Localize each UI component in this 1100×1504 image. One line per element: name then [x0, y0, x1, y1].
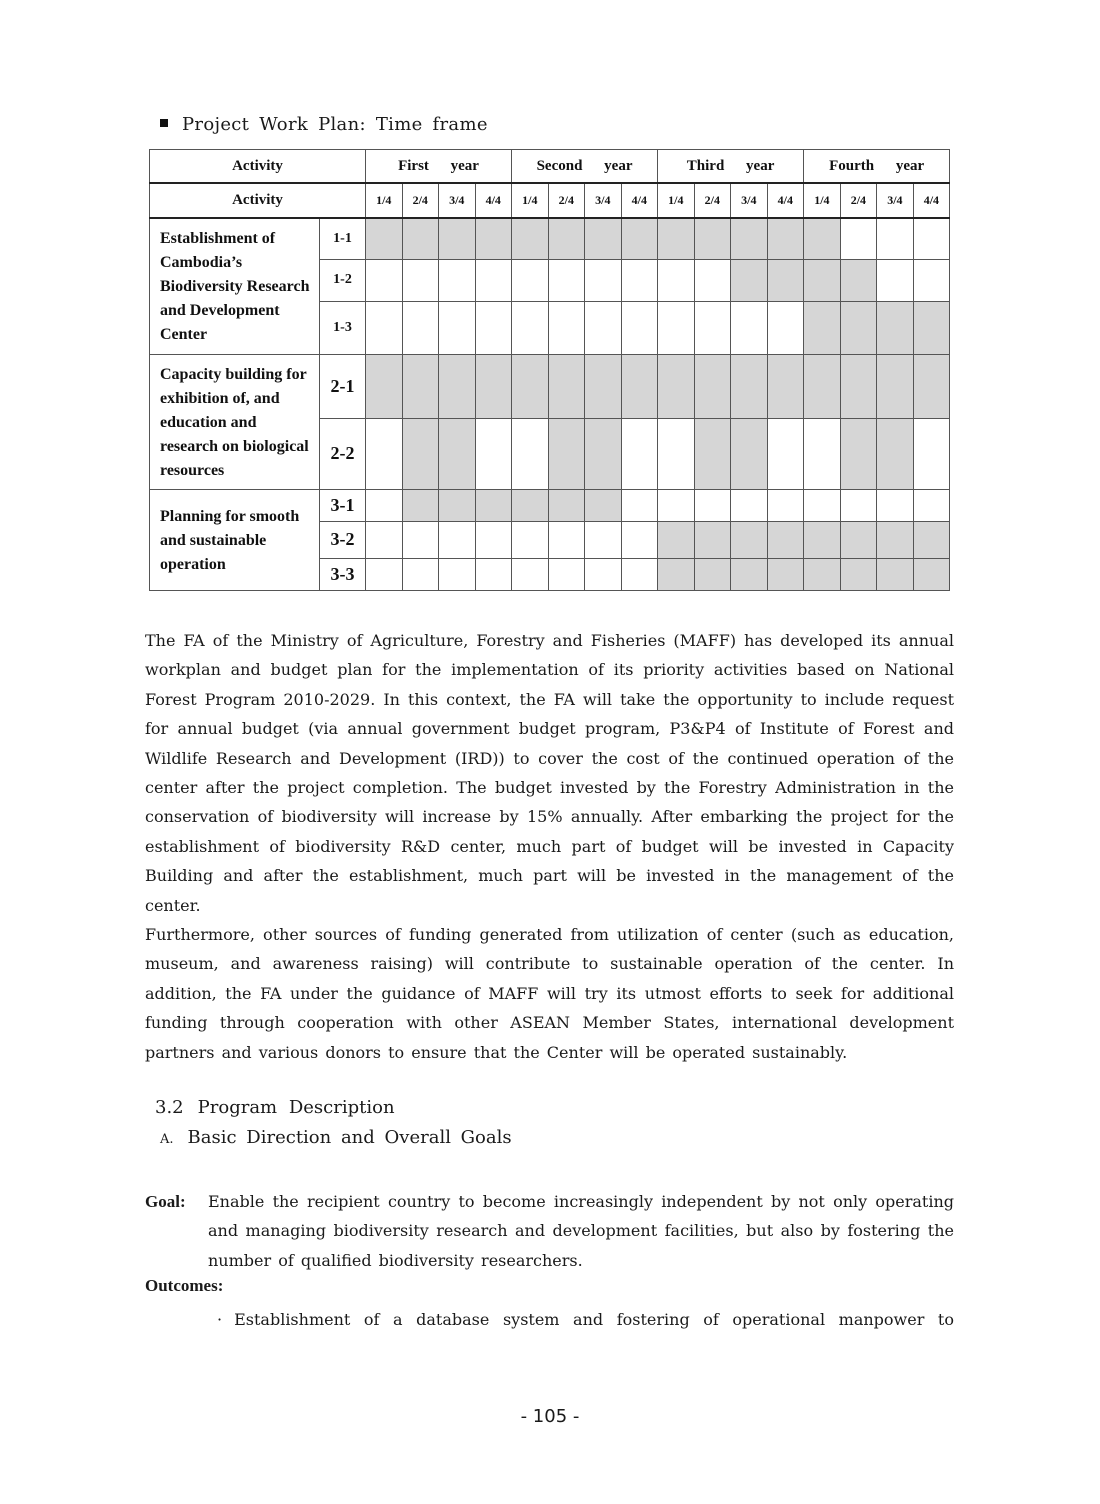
- schedule-cell-active: [840, 558, 877, 590]
- schedule-cell: [402, 558, 439, 590]
- program-title: Program Description: [197, 1097, 395, 1118]
- page-number: - 105 -: [520, 1406, 580, 1427]
- subsection-title: Basic Direction and Overall Goals: [187, 1127, 512, 1148]
- goal-text: Enable the recipient country to become increasingly independent by not only operating and managing biodiversity research and development facilities, but also by fostering the number of qualified biodiversity researchers.: [208, 1192, 954, 1270]
- schedule-cell-active: [512, 354, 549, 418]
- schedule-cell-active: [913, 354, 950, 418]
- schedule-cell: [621, 259, 658, 301]
- header-quarter: 2/4: [548, 183, 585, 218]
- schedule-cell: [840, 489, 877, 521]
- schedule-cell-active: [877, 521, 914, 558]
- schedule-cell-active: [913, 521, 950, 558]
- header-quarter: 4/4: [767, 183, 804, 218]
- header-quarter: 1/4: [658, 183, 695, 218]
- schedule-cell-active: [585, 489, 622, 521]
- schedule-cell-active: [767, 558, 804, 590]
- schedule-cell-active: [585, 354, 622, 418]
- schedule-cell: [512, 558, 549, 590]
- schedule-cell-active: [658, 558, 695, 590]
- body-text: [145, 626, 954, 1067]
- schedule-cell-active: [475, 489, 512, 521]
- schedule-cell: [585, 558, 622, 590]
- schedule-cell: [475, 418, 512, 489]
- schedule-cell-active: [402, 218, 439, 259]
- header-year: Third year: [658, 150, 804, 184]
- program-number: 3.2: [155, 1097, 184, 1118]
- middle-dot-bullet: ·: [217, 1310, 223, 1329]
- schedule-cell: [402, 521, 439, 558]
- header-quarter: 2/4: [694, 183, 731, 218]
- schedule-cell: [366, 259, 403, 301]
- schedule-cell-active: [439, 354, 476, 418]
- table-row: [150, 489, 950, 521]
- outcome-item: [217, 1305, 954, 1334]
- schedule-cell: [402, 259, 439, 301]
- schedule-cell: [585, 521, 622, 558]
- schedule-cell: [913, 418, 950, 489]
- schedule-cell: [913, 259, 950, 301]
- schedule-cell-active: [877, 558, 914, 590]
- schedule-cell: [366, 418, 403, 489]
- schedule-cell: [694, 489, 731, 521]
- activity-group-name: Capacity building for exhibition of, and education and research on biological resources: [150, 354, 320, 489]
- schedule-cell-active: [731, 259, 768, 301]
- schedule-cell: [767, 418, 804, 489]
- schedule-cell: [512, 418, 549, 489]
- schedule-cell: [475, 301, 512, 354]
- activity-code: 1-1: [320, 218, 366, 259]
- schedule-cell-active: [585, 218, 622, 259]
- header-row-years: [150, 150, 950, 184]
- schedule-cell-active: [767, 521, 804, 558]
- schedule-cell: [658, 301, 695, 354]
- schedule-cell-active: [439, 218, 476, 259]
- paragraph: Furthermore, other sources of funding generated from utilization of center (such as education, museum, and awareness raising) will contribute to sustainable operation of the center. In addition, the FA under the guidance of MAFF will try its utmost efforts to seek for additional funding through cooperation with other ASEAN Member States, international development partners and various donors to ensure that the Center will be operated sustainably.: [145, 925, 954, 1062]
- schedule-cell: [475, 521, 512, 558]
- section-title: Project Work Plan: Time frame: [182, 114, 488, 135]
- schedule-cell-active: [402, 489, 439, 521]
- schedule-cell: [548, 259, 585, 301]
- schedule-cell-active: [366, 354, 403, 418]
- header-row-quarters: [150, 183, 950, 218]
- schedule-cell: [621, 418, 658, 489]
- header-quarter: 3/4: [585, 183, 622, 218]
- schedule-cell: [804, 418, 841, 489]
- header-quarter: 3/4: [877, 183, 914, 218]
- schedule-cell: [658, 489, 695, 521]
- schedule-cell: [548, 301, 585, 354]
- schedule-cell-active: [621, 354, 658, 418]
- goal-label: Goal:: [145, 1192, 186, 1211]
- schedule-cell-active: [804, 218, 841, 259]
- schedule-cell-active: [548, 218, 585, 259]
- header-year: Second year: [512, 150, 658, 184]
- schedule-cell: [402, 301, 439, 354]
- activity-code: 2-1: [320, 354, 366, 418]
- schedule-cell-active: [913, 558, 950, 590]
- schedule-cell: [731, 489, 768, 521]
- schedule-cell: [804, 489, 841, 521]
- schedule-cell-active: [548, 489, 585, 521]
- activity-code: 1-2: [320, 259, 366, 301]
- table-row: [150, 354, 950, 418]
- schedule-cell: [585, 259, 622, 301]
- schedule-cell-active: [694, 521, 731, 558]
- schedule-cell: [512, 521, 549, 558]
- schedule-cell-active: [767, 218, 804, 259]
- schedule-cell-active: [877, 301, 914, 354]
- schedule-cell: [694, 259, 731, 301]
- schedule-cell: [621, 301, 658, 354]
- schedule-cell-active: [694, 218, 731, 259]
- header-quarter: 4/4: [475, 183, 512, 218]
- schedule-cell-active: [475, 218, 512, 259]
- schedule-cell: [913, 218, 950, 259]
- schedule-cell-active: [840, 354, 877, 418]
- header-quarter: 1/4: [804, 183, 841, 218]
- schedule-cell-active: [548, 354, 585, 418]
- schedule-cell: [366, 301, 403, 354]
- schedule-cell-active: [512, 218, 549, 259]
- paragraph: The FA of the Ministry of Agriculture, Forestry and Fisheries (MAFF) has developed its annual workplan and budget plan for the implementation of its priority activities based on National Forest Program 2010-2029. In this context, the FA will take the opportunity to include request for annual budget (via annual government budget program, P3&P4 of Institute of Forest and Wildlife Research and Development (IRD)) to cover the cost of the continued operation of the center after the project completion. The budget invested by the Forestry Administration in the conservation of biodiversity will increase by 15% annually. After embarking the project for the establishment of biodiversity R&D center, much part of budget will be invested in Capacity Building and after the establishment, much part will be invested in the management of the center.: [145, 631, 954, 915]
- schedule-cell-active: [804, 259, 841, 301]
- work-plan-table: [149, 149, 950, 591]
- header-activity: Activity: [150, 183, 366, 218]
- program-heading: [155, 1097, 395, 1118]
- schedule-cell-active: [840, 301, 877, 354]
- activity-group-name: Establishment of Cambodia’s Biodiversity Research and Development Center: [150, 218, 320, 354]
- schedule-cell: [621, 521, 658, 558]
- activity-code: 3-2: [320, 521, 366, 558]
- schedule-cell-active: [658, 354, 695, 418]
- schedule-cell: [439, 521, 476, 558]
- schedule-cell-active: [804, 301, 841, 354]
- schedule-cell: [439, 301, 476, 354]
- schedule-cell-active: [439, 489, 476, 521]
- header-quarter: 2/4: [402, 183, 439, 218]
- schedule-cell: [658, 259, 695, 301]
- schedule-cell-active: [767, 354, 804, 418]
- schedule-cell: [694, 301, 731, 354]
- outcome-text: Establishment of a database system and fostering of operational manpower to: [234, 1310, 954, 1329]
- header-quarter: 3/4: [731, 183, 768, 218]
- header-year: First year: [366, 150, 512, 184]
- schedule-cell: [767, 301, 804, 354]
- outcomes-label: Outcomes:: [145, 1276, 224, 1295]
- subsection-heading: [160, 1127, 512, 1148]
- schedule-cell: [439, 558, 476, 590]
- schedule-cell: [621, 558, 658, 590]
- header-activity: Activity: [150, 150, 366, 184]
- schedule-cell-active: [694, 558, 731, 590]
- schedule-cell: [512, 259, 549, 301]
- schedule-cell-active: [731, 218, 768, 259]
- schedule-cell-active: [366, 218, 403, 259]
- schedule-cell: [366, 489, 403, 521]
- schedule-cell: [366, 521, 403, 558]
- schedule-cell-active: [877, 354, 914, 418]
- schedule-cell-active: [621, 218, 658, 259]
- activity-code: 2-2: [320, 418, 366, 489]
- schedule-cell: [548, 558, 585, 590]
- schedule-cell-active: [913, 301, 950, 354]
- schedule-cell-active: [402, 418, 439, 489]
- header-quarter: 2/4: [840, 183, 877, 218]
- schedule-cell: [877, 259, 914, 301]
- schedule-cell: [767, 489, 804, 521]
- schedule-cell-active: [804, 521, 841, 558]
- schedule-cell: [840, 218, 877, 259]
- schedule-cell-active: [840, 259, 877, 301]
- schedule-cell-active: [731, 558, 768, 590]
- schedule-cell-active: [767, 259, 804, 301]
- activity-group-name: Planning for smooth and sustainable operation: [150, 489, 320, 590]
- square-bullet-icon: [160, 119, 168, 127]
- schedule-cell: [585, 301, 622, 354]
- schedule-cell: [366, 558, 403, 590]
- schedule-cell-active: [877, 418, 914, 489]
- activity-code: 1-3: [320, 301, 366, 354]
- header-quarter: 4/4: [913, 183, 950, 218]
- header-quarter: 4/4: [621, 183, 658, 218]
- schedule-cell-active: [475, 354, 512, 418]
- goal-block: [145, 1187, 954, 1275]
- schedule-cell: [913, 489, 950, 521]
- schedule-cell-active: [658, 521, 695, 558]
- schedule-cell-active: [585, 418, 622, 489]
- schedule-cell-active: [512, 489, 549, 521]
- schedule-cell: [439, 259, 476, 301]
- schedule-cell: [475, 259, 512, 301]
- schedule-cell: [621, 489, 658, 521]
- schedule-cell-active: [658, 218, 695, 259]
- schedule-cell: [877, 218, 914, 259]
- header-quarter: 1/4: [366, 183, 403, 218]
- subsection-letter: A.: [160, 1132, 174, 1147]
- schedule-cell: [877, 489, 914, 521]
- schedule-cell: [512, 301, 549, 354]
- schedule-cell-active: [731, 354, 768, 418]
- schedule-cell-active: [694, 354, 731, 418]
- schedule-cell: [475, 558, 512, 590]
- schedule-cell-active: [402, 354, 439, 418]
- header-year: Fourth year: [804, 150, 950, 184]
- schedule-cell-active: [804, 354, 841, 418]
- schedule-cell-active: [804, 558, 841, 590]
- header-quarter: 1/4: [512, 183, 549, 218]
- schedule-cell: [658, 418, 695, 489]
- section-heading: [160, 114, 488, 135]
- schedule-cell-active: [731, 521, 768, 558]
- activity-code: 3-1: [320, 489, 366, 521]
- table-row: [150, 218, 950, 259]
- schedule-cell-active: [731, 418, 768, 489]
- schedule-cell-active: [840, 418, 877, 489]
- schedule-cell-active: [840, 521, 877, 558]
- schedule-cell: [731, 301, 768, 354]
- schedule-cell-active: [439, 418, 476, 489]
- activity-code: 3-3: [320, 558, 366, 590]
- header-quarter: 3/4: [439, 183, 476, 218]
- schedule-cell-active: [548, 418, 585, 489]
- schedule-cell: [548, 521, 585, 558]
- schedule-cell-active: [694, 418, 731, 489]
